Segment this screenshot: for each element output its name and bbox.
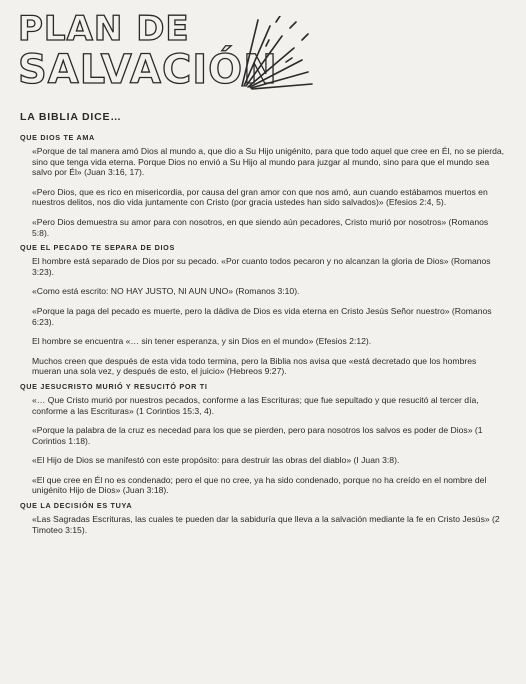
document-content xyxy=(20,111,508,540)
scripture-paragraph: «Pero Dios, que es rico en misericordia, por causa del gran amor con que nos amó, aun cuando estábamos muertos en nuestros delitos, nos dio vida juntamente con Cristo (por gracia ustedes han sido salvados)» (Efesios 2:4, 5). xyxy=(32,186,488,208)
scripture-paragraph: «Porque la paga del pecado es muerte, pero la dádiva de Dios es vida eterna en Cristo Jesús Señor nuestro» (Romanos 6:23). xyxy=(32,305,492,327)
section xyxy=(20,382,508,496)
scripture-paragraph: «… Que Cristo murió por nuestros pecados, conforme a las Escrituras; que fue sepultado y que resucitó al tercer día, conforme a las Escrituras» (1 Corintios 15:3, 4). xyxy=(32,394,479,416)
section-heading: QUE DIOS TE AMA xyxy=(20,133,95,142)
title-banner xyxy=(18,10,318,102)
section-heading: QUE LA DECISIÓN ES TUYA xyxy=(20,501,133,511)
section-heading: QUE JESUCRISTO MURIÓ Y RESUCITÓ POR TI xyxy=(20,381,208,391)
scripture-paragraph: «El que cree en Él no es condenado; pero el que no cree, ya ha sido condenado, porque no ha creído en el nombre del unigénito Hijo de Dios» (Juan 3:18). xyxy=(32,474,487,496)
scripture-paragraph: El hombre está separado de Dios por su pecado. «Por cuanto todos pecaron y no alcanzan la gloria de Dios» (Romanos 3:23). xyxy=(32,256,491,277)
scripture-paragraph: «Pero Dios demuestra su amor para con nosotros, en que siendo aún pecadores, Cristo murió por nosotros» (Romanos 5:8). xyxy=(32,216,489,238)
scripture-paragraph: El hombre se encuentra «… sin tener esperanza, y sin Dios en el mundo» (Efesios 2:12). xyxy=(32,336,372,347)
section xyxy=(20,133,508,238)
scripture-paragraph: «El Hijo de Dios se manifestó con este propósito: para destruir las obras del diablo» (I Juan 3:8). xyxy=(32,455,400,466)
scripture-paragraph: «Porque la palabra de la cruz es necedad para los que se pierden, pero para nosotros los salvos es poder de Dios» (1 Corintios 1:18). xyxy=(32,425,483,446)
scripture-paragraph: Muchos creen que después de esta vida todo termina, pero la Biblia nos avisa que «está decretado que los hombres mueran una sola vez, y después de esto, el juicio» (Hebreos 9:27). xyxy=(32,355,477,377)
scripture-paragraph: «Las Sagradas Escrituras, las cuales te pueden dar la sabiduría que lleva a la salvación mediante la fe en Cristo Jesús» (2 Timoteo 3:15). xyxy=(32,514,500,535)
section xyxy=(20,501,508,535)
title-line-1: PLAN DE xyxy=(18,9,190,49)
scripture-paragraph: «Como está escrito: NO HAY JUSTO, NI AUN UNO» (Romanos 3:10). xyxy=(32,286,300,297)
scripture-paragraph: «Porque de tal manera amó Dios al mundo a, que dio a Su Hijo unigénito, para que todo aquel que cree en Él, no se pierda, sino que tenga vida eterna. Porque Dios no envió a Su Hijo al mundo para juzgar al mundo, sino para que el mundo sea salvo por Él» (Juan 3:16, 17). xyxy=(32,146,505,178)
document-heading: LA BIBLIA DICE… xyxy=(20,111,122,123)
sections-container xyxy=(20,133,508,535)
section xyxy=(20,243,508,377)
sunburst-rays-icon xyxy=(236,16,316,91)
section-heading: QUE EL PECADO TE SEPARA DE DIOS xyxy=(20,243,175,253)
title-line-2: SALVACIÓN xyxy=(18,47,278,93)
